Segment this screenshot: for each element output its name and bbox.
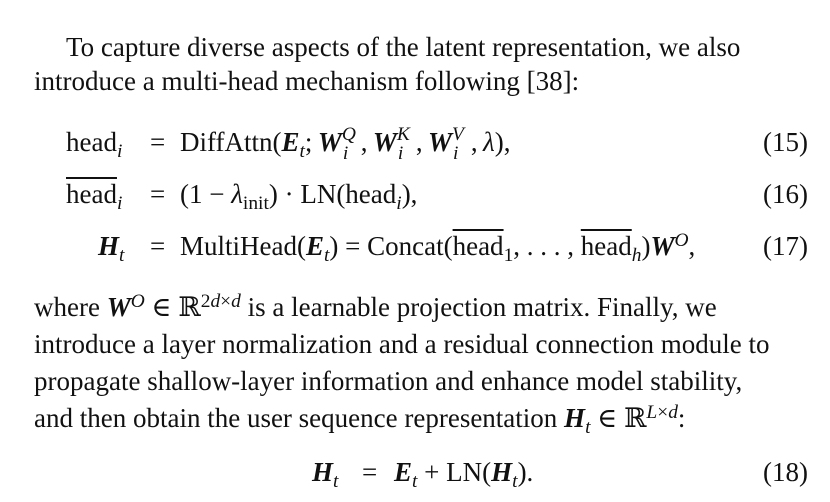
paragraph-2-line-1: where $W^O$ ∈ ℝ$^{2d\times d}$ is a learnable projection matrix. Finally, we	[34, 290, 717, 323]
equation-18	[0, 452, 830, 492]
equation-15-lhs: head$_i$	[66, 127, 123, 163]
equation-16-rhs: $(1 - \lambda_{init})$ · LN(head$_i$),	[180, 179, 418, 215]
equation-15-rhs: $DiffAttn(E_t$; W Q i , W K i , W V i , λ),	[180, 124, 511, 164]
equation-16	[0, 174, 830, 214]
paragraph-1-line-1: To capture diverse aspects of the latent representation, we also	[66, 32, 741, 62]
paragraph-2-line-2: introduce a layer normalization and a residual connection module to	[34, 329, 770, 359]
equation-15-equals: =	[150, 127, 166, 157]
equation-16-lhs: head$_i$	[66, 179, 123, 215]
paragraph-1-line-2: introduce a multi-head mechanism following [38]:	[34, 66, 580, 96]
equation-16-equals: =	[150, 179, 166, 209]
equation-18-number: (18)	[763, 457, 808, 487]
equation-17	[0, 226, 830, 266]
equation-18-equals: =	[362, 457, 378, 487]
equation-17-equals: =	[150, 231, 166, 261]
equation-17-rhs: $MultiHead(E_t)$ = Concat(head$_1$, . . . , $head_h)W^O$,	[180, 229, 696, 267]
paragraph-2-line-4: and then obtain the user sequence representation $H_t$ ∈ ℝ$^{L\times d}$:	[34, 401, 686, 439]
equation-17-lhs: $H_t$	[98, 231, 125, 267]
equation-17-number: (17)	[763, 231, 808, 261]
equation-18-rhs: $E_t + LN(H_t)$.	[394, 457, 534, 493]
paragraph-2-line-3: propagate shallow-layer information and enhance model stability,	[34, 366, 743, 396]
equation-18-lhs: $H_t$	[312, 457, 339, 493]
equation-16-number: (16)	[763, 179, 808, 209]
equation-15-number: (15)	[763, 127, 808, 157]
equation-15	[0, 122, 830, 162]
